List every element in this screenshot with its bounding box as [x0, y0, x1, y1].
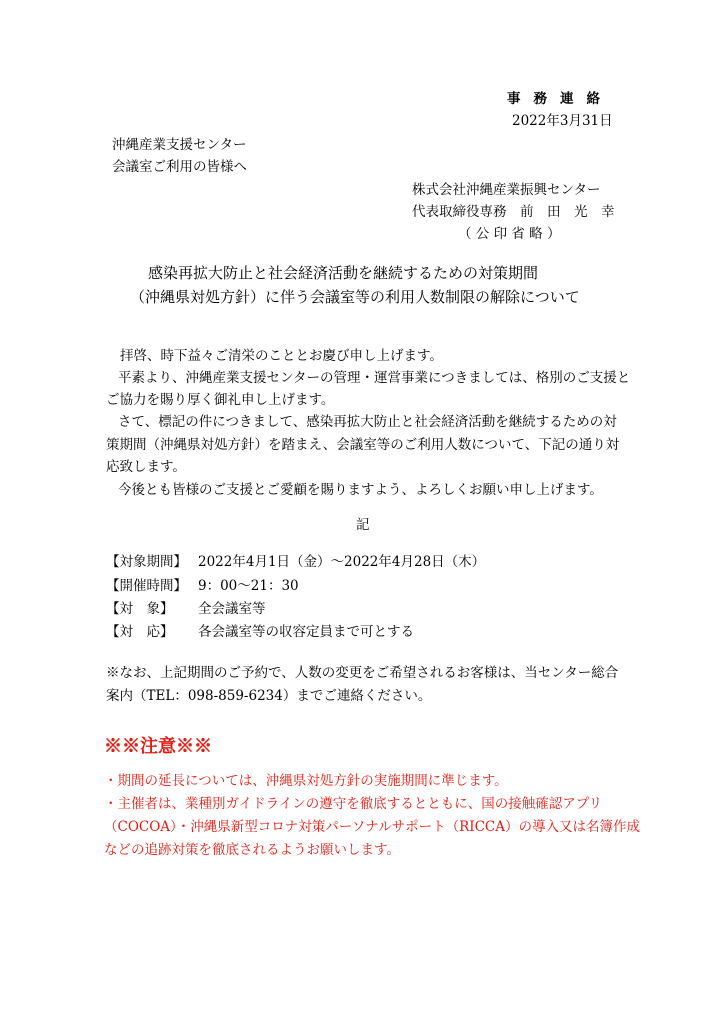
seal-omitted-note: （ 公 印 省 略 ）: [458, 226, 561, 242]
detail-value: 各会議室等の収容定員まで可とする: [198, 624, 414, 640]
document-date: 2022年3月31日: [512, 113, 613, 129]
detail-label: 【対 象】: [106, 601, 174, 617]
recipient-line-1: 沖縄産業支援センター: [112, 137, 247, 153]
detail-label: 【開催時間】: [106, 578, 187, 594]
note-line-1: ※なお、上記期間のご予約で、人数の変更をご希望されるお客様は、当センター総合: [106, 665, 619, 681]
caution-item-2-line-2: （COCOA）・沖縄県新型コロナ対策パーソナルサポート（RICCA）の導入又は名簿作成: [104, 819, 640, 835]
body-paragraph-3-line-2: 策期間（沖縄県対処方針）を踏まえ、会議室等のご利用人数について、下記の通り対: [106, 437, 620, 453]
body-paragraph-2-line-1: 平素より、沖縄産業支援センターの管理・運営事業につきましては、格別のご支援と: [118, 370, 631, 386]
sender-company: 株式会社沖縄産業振興センター: [412, 182, 601, 198]
caution-heading: ※※注意※※: [104, 736, 212, 757]
detail-value: 全会議室等: [198, 601, 266, 617]
detail-label: 【対 応】: [106, 624, 174, 640]
body-paragraph-3-line-1: さて、標記の件につきまして、感染再拡大防止と社会経済活動を継続するための対: [118, 414, 617, 430]
ki-heading: 記: [356, 517, 370, 533]
subject-line-2: （沖縄県対処方針）に伴う会議室等の利用人数制限の解除について: [130, 288, 580, 306]
caution-item-2-line-1: ・主催者は、業種別ガイドラインの遵守を徹底するとともに、国の接触確認アプリ: [104, 796, 603, 812]
sender-representative: 代表取締役専務 前 田 光 幸: [412, 204, 615, 220]
body-paragraph-2-line-2: ご協力を賜り厚く御礼申し上げます。: [106, 392, 335, 408]
note-line-2: 案内（TEL：098-859-6234）までご連絡ください。: [106, 688, 432, 704]
subject-line-1: 感染再拡大防止と社会経済活動を継続するための対策期間: [148, 264, 539, 282]
recipient-line-2: 会議室ご利用の皆様へ: [112, 159, 247, 175]
body-paragraph-3-line-3: 応致します。: [106, 459, 186, 475]
detail-value: 9：00～21：30: [198, 578, 299, 594]
detail-value: 2022年4月1日（金）～2022年4月28日（木）: [198, 554, 486, 570]
body-greeting: 拝啓、時下益々ご清栄のこととお慶び申し上げます。: [120, 348, 443, 364]
document-type: 事務連絡: [507, 91, 613, 107]
body-closing: 今後とも皆様のご支援とご愛顧を賜りますよう、よろしくお願い申し上げます。: [118, 482, 603, 498]
caution-item-1: ・期間の延長については、沖縄県対処方針の実施期間に準じます。: [104, 773, 508, 789]
detail-label: 【対象期間】: [106, 554, 187, 570]
caution-item-2-line-3: などの追跡対策を徹底されるようお願いします。: [104, 842, 400, 858]
